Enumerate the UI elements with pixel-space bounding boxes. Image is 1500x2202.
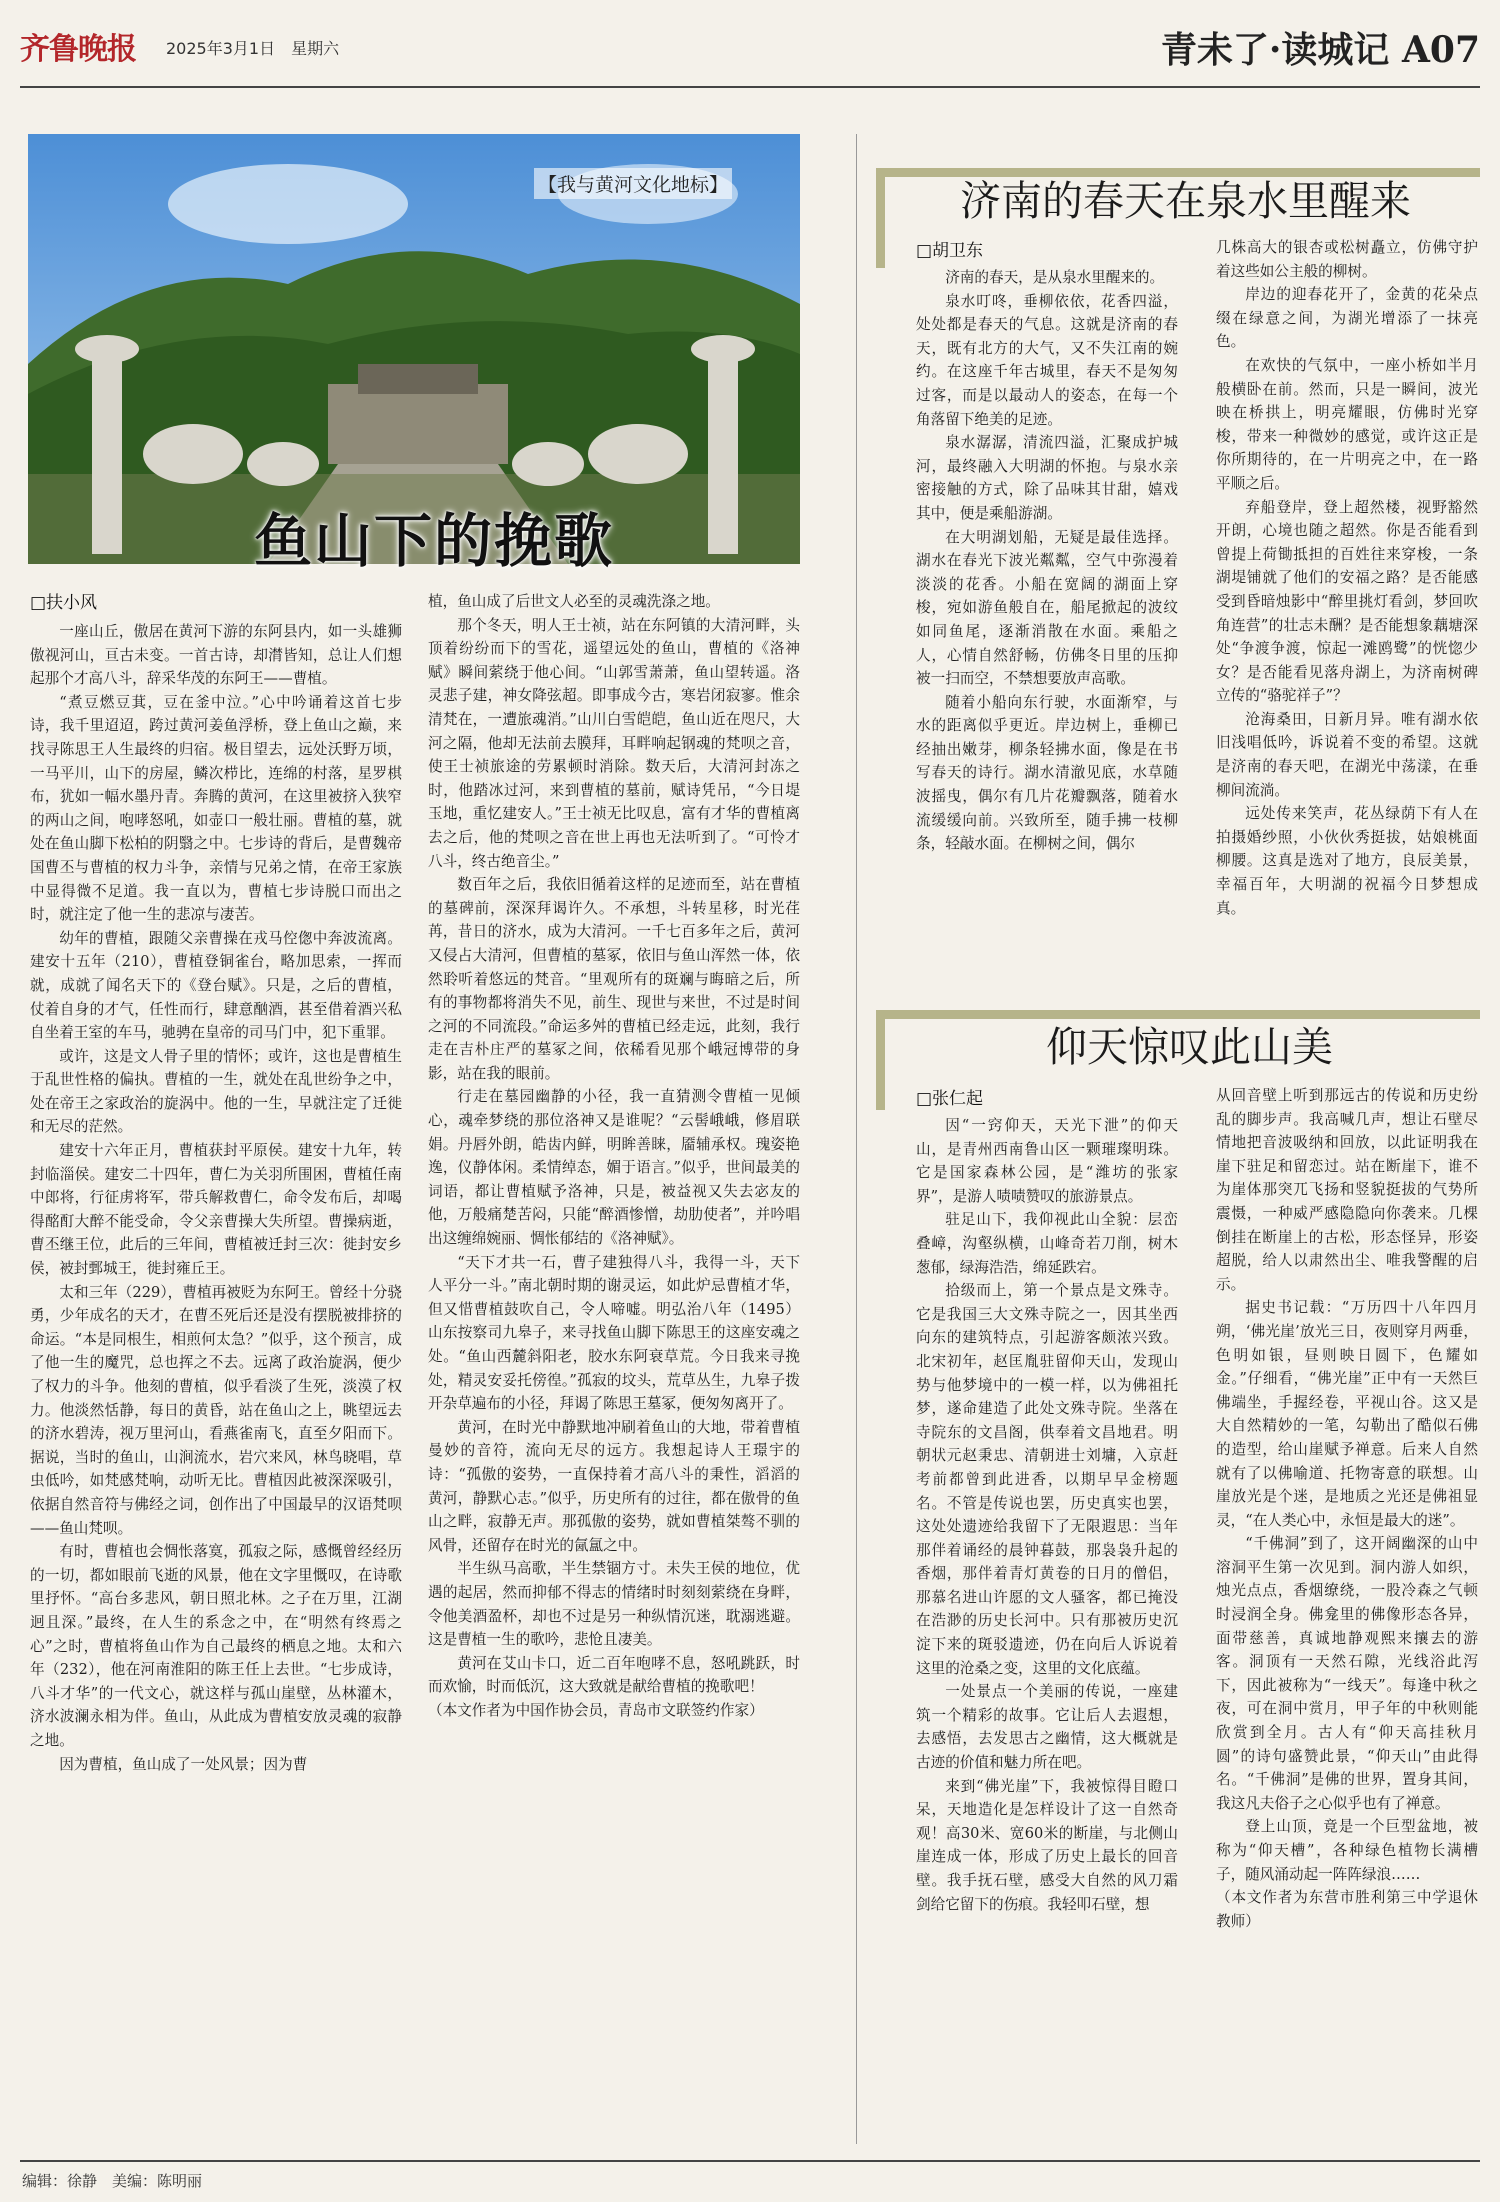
paragraph: “千佛洞”到了，这开阔幽深的山中溶洞平生第一次见到。洞内游人如织，烛光点点，香烟缭绕，一股冷森之气顿时浸润全身。佛龛里的佛像形态各异，面带慈善，真诚地静观熙来攘去的游客。洞顶有一天然石隙，光线浴此泻下，因此被称为“一线天”。每逢中秋之夜，可在洞中赏月，甲子年的中秋则能欣赏到全月。古人有“仰天高挂秋月圆”的诗句盛赞此景，“仰天山”由此得名。“千佛洞”是佛的世界，置身其间，我这凡夫俗子之心似乎也有了禅意。 xyxy=(1216,1535,1478,1812)
paragraph: 一座山丘，傲居在黄河下游的东阿县内，如一头雄狮傲视河山，亘古未变。一首古诗，却潸皆知，总让人们想起那个才高八斗，辞采华茂的东阿王——曹植。 xyxy=(30,623,402,688)
paragraph: “煮豆燃豆萁，豆在釜中泣。”心中吟诵着这首七步诗，我千里迢迢，跨过黄河姜鱼浮桥，登上鱼山之巅，来找寻陈思王人生最终的归宿。极目望去，远处沃野万顷，一马平川，山下的房屋，鳞次栉比，连绵的村落，星罗棋布，犹如一幅水墨丹青。奔腾的黄河，在这里被挤入狭窄的两山之间，咆哮怒吼，如壶口一般壮丽。曹植的墓，就处在鱼山脚下松柏的阴翳之中。七步诗的背后，是曹魏帝国曹丕与曹植的权力斗争，亲情与兄弟之情，在帝王家族中显得微不足道。我一直以为，曹植七步诗脱口而出之时，就注定了他一生的悲凉与凄苦。 xyxy=(30,693,402,924)
paragraph: 黄河在艾山卡口，近二百年咆哮不息，怒吼跳跃，时而欢愉，时而低沉，这大致就是献给曹植的挽歌吧！ xyxy=(428,1654,800,1696)
paragraph: 一处景点一个美丽的传说，一座建筑一个精彩的故事。它让后人去遐想，去感悟，去发思古之幽情，这大概就是古迹的价值和魅力所在吧。 xyxy=(916,1683,1178,1772)
paragraph: 济南的春天，是从泉水里醒来的。 xyxy=(945,269,1165,286)
mountain-article-col2 xyxy=(1216,1084,1478,2144)
paragraph: 沧海桑田，日新月异。唯有湖水依旧浅唱低吟，诉说着不变的希望。这就是济南的春天吧，在湖光中荡漾，在垂柳间流淌。 xyxy=(1216,710,1478,799)
paragraph: 或许，这是文人骨子里的情怀；或许，这也是曹植生于乱世性格的偏执。曹植的一生，就处在乱世纷争之中，处在帝王之家政治的旋涡中。他的一生，早就注定了迁徙和无尽的茫然。 xyxy=(30,1047,402,1136)
paragraph: 有时，曹植也会惆怅落寞，孤寂之际，感慨曾经经历的一切，都如眼前飞逝的风景，他在文字里慨叹，在诗歌里抒怀。“高台多悲风，朝日照北林。之子在万里，江湖迥且深。”最终，在人生的系念之中，在“明然有终焉之心”之时，曹植将鱼山作为自己最终的栖息之地。太和六年（232），他在河南淮阳的陈王任上去世。“七步成诗，八斗才华”的一代文心，就这样与孤山崖壁，丛林灌木，济水波澜永相为伴。鱼山，从此成为曹植安放灵魂的寂静之地。 xyxy=(30,1543,402,1749)
paragraph: 拾级而上，第一个景点是文殊寺。它是我国三大文殊寺院之一，因其坐西向东的建筑特点，引起游客颇浓兴致。北宋初年，赵匡胤驻留仰天山，发现山势与他梦境中的一模一样，以为佛祖托梦，遂命建造了此处文殊寺院。坐落在寺院东的文昌阁，供奉着文昌地君。明朝状元赵秉忠、清朝进士刘墉，入京赶考前都曾到此进香，以期早早金榜题名。不管是传说也罢，历史真实也罢，这处处遗迹给我留下了无限遐思：当年那伴着诵经的晨钟暮鼓，那袅袅升起的香烟，那伴着青灯黄卷的日月的僧侣，那慕名进山许愿的文人骚客，都已掩没在浩渺的历史长河中。只有那被历史沉淀下来的斑驳遗迹，仍在向后人诉说着这里的沧桑之变，这里的文化底蕴。 xyxy=(916,1282,1178,1677)
left-article-col2 xyxy=(428,590,800,2120)
paragraph: 半生纵马高歌，半生禁锢方寸。未失王侯的地位，优遇的起居，然而抑郁不得志的情绪时时刻刻萦绕在身畔，令他美酒盈杯，却也不过是另一种纵情沉迷，耽溺逃避。这是曹植一生的歌吟，悲怆且凄美。 xyxy=(428,1560,800,1649)
paragraph: 随着小船向东行驶，水面渐窄，与水的距离似乎更近。岸边树上，垂柳已经抽出嫩芽，柳条轻拂水面，像是在书写春天的诗行。湖水清澈见底，水草随波摇曳，偶尔有几片花瓣飘落，随着水流缓缓向前。兴致所至，随手拂一枝柳条，轻敲水面。在柳树之间，偶尔 xyxy=(916,693,1178,853)
paragraph: 岸边的迎春花开了，金黄的花朵点缀在绿意之间，为湖光增添了一抹亮色。 xyxy=(1216,286,1478,351)
paragraph: 黄河，在时光中静默地冲刷着鱼山的大地，带着曹植曼妙的音符，流向无尽的远方。我想起诗人王璟宇的诗：“孤傲的姿势，一直保持着才高八斗的秉性，滔滔的黄河，静默心志。”似乎，历史所有的过往，都在傲骨的鱼山之畔，寂静无声。那孤傲的姿势，就如曹植桀骜不驯的风骨，还留存在时光的氤氲之中。 xyxy=(428,1418,800,1554)
paragraph: 在大明湖划船，无疑是最佳选择。湖水在春光下波光粼粼，空气中弥漫着淡淡的花香。小船在宽阔的湖面上穿梭，宛如游鱼般自在，船尾掀起的波纹如同鱼尾，逐渐消散在水面。乘船之人，心情自然舒畅，仿佛冬日里的压抑被一扫而空，不禁想要放声高歌。 xyxy=(916,528,1178,688)
paragraph: 在欢快的气氛中，一座小桥如半月般横卧在前。然而，只是一瞬间，波光映在桥拱上，明亮耀眼，仿佛时光穿梭，带来一种微妙的感觉，或许这正是你所期待的，在一片明亮之中，在一路平顺之后。 xyxy=(1216,356,1478,492)
footer-rule xyxy=(20,2160,1480,2162)
spring-accent-vbar xyxy=(876,168,885,268)
paragraph: 驻足山下，我仰视此山全貌：层峦叠嶂，沟壑纵横，山峰奇若刀削，树木葱郁，绿海浩浩，绵延跌宕。 xyxy=(916,1211,1178,1276)
newspaper-logo: 齐鲁晚报 xyxy=(20,32,136,67)
paragraph: 从回音壁上听到那远古的传说和历史纷乱的脚步声。我高喊几声，想让石壁尽情地把音波吸纳和回放，以此证明我在崖下驻足和留恋过。站在断崖下，谁不为崖体那突兀飞扬和竖貌挺拔的气势所震慑，一种威严感隐隐向你袭来。几棵倒挂在断崖上的古松，形态怪异，形姿超脱，给人以肃然出尘、唯我警醒的启示。 xyxy=(1216,1087,1478,1293)
left-article-col1 xyxy=(30,620,402,2120)
page-header xyxy=(20,18,1480,82)
mountain-article-title: 仰天惊叹此山美 xyxy=(1046,1023,1333,1071)
paragraph: 来到“佛光崖”下，我被惊得目瞪口呆，天地造化是怎样设计了这一自然奇观！高30米、宽60米的断崖，与北侧山崖连成一体，形成了历史上最长的回音壁。我手抚石壁，感受大自然的风刀霜剑给它留下的伤痕。我轻叩石壁，想 xyxy=(916,1777,1178,1913)
paragraph: 泉水潺潺，清流四溢，汇聚成护城河，最终融入大明湖的怀抱。与泉水亲密接触的方式，除了品味其甘甜，嬉戏其中，便是乘船游湖。 xyxy=(916,434,1178,522)
author-note: （本文作者为东营市胜利第三中学退休教师） xyxy=(1216,1889,1478,1930)
header-rule xyxy=(20,86,1480,88)
author-note: （本文作者为中国作协会员，青岛市文联签约作家） xyxy=(428,1701,764,1719)
paragraph: 那个冬天，明人王士祯，站在东阿镇的大清河畔，头顶着纷纷而下的雪花，遥望远处的鱼山，曹植的《洛神赋》瞬间萦绕于他心间。“山郭雪萧萧，鱼山望转遥。洛灵悲子建，神女降弦超。即事成今古，寒岩闭寂寥。惟余清梵在，一遭旅魂消。”山川白雪皑皑，鱼山近在咫尺，大河之隔，他却无法前去膜拜，耳畔响起钢魂的梵呗之音，使王士祯旅途的劳累顿时消除。数天后，大清河封冻之时，他踏冰过河，来到曹植的墓前，赋诗凭吊，“今日堤玉地，重忆建安人。”王士祯无比叹息，富有才华的曹植离去之后，他的梵呗之音在世上再也无法听到了。“可怜才八斗，终古绝音尘。” xyxy=(428,616,800,870)
spring-article-col1 xyxy=(916,266,1178,1006)
mountain-article-col1 xyxy=(916,1114,1178,2144)
paragraph: 数百年之后，我依旧循着这样的足迹而至，站在曹植的墓碑前，深深拜谒许久。不承想，斗转星移，时光荏苒，昔日的济水，成为大清河。一千七百多年之后，黄河又侵占大清河，但曹植的墓冢，依旧与鱼山浑然一体，依然聆听着悠远的梵音。“里观所有的斑斓与晦暗之后，所有的事物都将消失不见，前生、现世与来世，不过是时间之河的不同流段。”命运多舛的曹植已经走远，此刻，我行走在吉朴庄严的墓冢之间，依稀看见那个峨冠博带的身影，站在我的眼前。 xyxy=(428,876,800,1082)
mountain-byline: □张仁起 xyxy=(916,1089,984,1109)
paragraph: 建安十六年正月，曹植获封平原侯。建安十九年，转封临淄侯。建安二十四年，曹仁为关羽所围困，曹植任南中郎将，行征虏将军，带兵解救曹仁，命令发布后，却喝得酩酊大醉不能受命，令父亲曹操大失所望。曹操病逝，曹丕继王位，此后的三年间，曹植被迁封三次：徙封安乡侯，被封鄄城王，徙封雍丘王。 xyxy=(30,1142,402,1278)
issue-date xyxy=(166,36,339,59)
left-article-title: 鱼山下的挽歌 xyxy=(254,507,615,575)
spring-article-title: 济南的春天在泉水里醒来 xyxy=(960,177,1411,225)
paragraph: 几株高大的银杏或松树矗立，仿佛守护着这些如公主般的柳树。 xyxy=(1216,239,1478,280)
paragraph: 因为曹植，鱼山成了一处风景；因为曹 xyxy=(59,1755,308,1773)
weekday-text: 星期六 xyxy=(291,39,340,58)
column-separator xyxy=(856,134,857,2144)
paragraph: 远处传来笑声，花丛绿荫下有人在拍摄婚纱照，小伙伙秀挺拔，姑娘桃面柳腰。这真是选对了地方，良辰美景，幸福百年，大明湖的祝福今日梦想成真。 xyxy=(1216,805,1478,917)
mountain-accent-vbar xyxy=(876,1010,885,1110)
paragraph: 行走在墓园幽静的小径，我一直猜测令曹植一见倾心，魂牵梦绕的那位洛神又是谁呢？“云髻峨峨，修眉联娟。丹唇外朗，皓齿内鲜，明眸善睐，靥辅承权。瑰姿艳逸，仪静体闲。柔情绰态，媚于语言。”似乎，世间最美的词语，都让曹植赋予洛神，只是，被益视又失去宓友的他，万般痛楚苦闷，只能“醉酒惨憎，劫肋使者”，并吟唱出这缠绵婉丽、惆怅郁结的《洛神赋》。 xyxy=(428,1088,800,1248)
paragraph: 泉水叮咚，垂柳依依，花香四溢，处处都是春天的气息。这就是济南的春天，既有北方的大气，又不失江南的婉约。在这座千年古城里，春天不是匆匆过客，而是以最动人的姿态，在每一个角落留下绝美的足迹。 xyxy=(916,292,1178,428)
paragraph: 植，鱼山成了后世文人必至的灵魂洗涤之地。 xyxy=(428,593,720,610)
editor-credit: 编辑：徐静 美编：陈明丽 xyxy=(22,2172,203,2190)
paragraph: 幼年的曹植，跟随父亲曹操在戎马倥偬中奔波流离。建安十五年（210），曹植登铜雀台，略加思索，一挥而就，成就了闻名天下的《登台赋》。只是，之后的曹植，仗着自身的才气，任性而行，肆意酗酒，甚至借着酒兴私自坐着王室的车马，驰骋在皇帝的司马门中，犯下重罪。 xyxy=(30,929,402,1042)
paragraph: 太和三年（229），曹植再被贬为东阿王。曾经十分骁勇，少年成名的天才，在曹丕死后还是没有摆脱被排挤的命运。“本是同根生，相煎何太急？”似乎，这个预言，成了他一生的魔咒，总也挥之不去。远离了政治旋涡，便少了权力的斗争。他刻的曹植，似乎看淡了生死，淡漠了权力。他淡然恬静，每日的黄昏，站在鱼山之上，眺望远去的济水碧涛，视万里河山，看燕雀南飞，直至夕阳而下。据说，当时的鱼山，山涧流水，岩穴来风，林鸟晓唱，草虫低吟，如梵感梵响，动听无比。曹植因此被深深吸引，依据自然音符与佛经之词，创作出了中国最早的汉语梵呗——鱼山梵呗。 xyxy=(30,1283,402,1537)
paragraph: 登上山顶，竟是一个巨型盆地，被称为“仰天槽”，各种绿色植物长满槽子，随风涌动起一阵阵绿浪…… xyxy=(1216,1818,1478,1883)
paragraph: “天下才共一石，曹子建独得八斗，我得一斗，天下人平分一斗。”南北朝时期的谢灵运，如此炉忌曹植才华，但又惜曹植鼓吹自己，令人啼嘘。明弘治八年（1495）山东按察司九皋子，来寻找鱼山脚下陈思王的这座安魂之处。“鱼山西麓斜阳老，胶水东阿衰草荒。今日我来寻挽处，精灵安妥托傍徨。”孤寂的坟头，荒草丛生，九皋子拨开杂草遍布的小径，拜谒了陈思王墓冢，便匆匆离开了。 xyxy=(428,1253,800,1413)
paragraph: 据史书记载：“万历四十八年四月朔，‘佛光崖’放光三日，夜则穿月两垂，色明如银，昼则映日圆下，色耀如金。”仔细看，“佛光崖”正中有一天然巨佛端坐，手握经卷，平视山谷。这又是大自然精妙的一笔，勾勒出了酷似石佛的造型，给山崖赋予禅意。后来人自然就有了以佛喻道、托物寄意的联想。山崖放光是个迷，是地质之光还是佛祖显灵，“在人类心中，永恒是最大的迷”。 xyxy=(1216,1299,1478,1529)
section-title: 青未了·读城记 A07 xyxy=(1160,29,1480,71)
date-text: 2025年3月1日 xyxy=(166,39,276,58)
column-tag: 【我与黄河文化地标】 xyxy=(534,168,732,199)
paragraph: 弃船登岸，登上超然楼，视野豁然开朗，心境也随之超然。你是否能看到曾提上荷锄抵担的百姓往来穿梭，一条湖堤铺就了他们的安福之路？是否能感受到昏暗烛影中“醉里挑灯看剑，梦回吹角连营”的壮志未酬？是否能想象藕塘深处“争渡争渡，惊起一滩鸥鹭”的恍惚少女？是否能看见落舟湖上，为济南树碑立传的“骆驼祥子”？ xyxy=(1216,498,1478,705)
spring-article-col2 xyxy=(1216,236,1478,1006)
left-byline: □扶小风 xyxy=(30,593,98,613)
paragraph: 因“一窍仰天，天光下泄”的仰天山，是青州西南鲁山区一颗璀璨明珠。它是国家森林公园，是“潍坊的张家界”，是游人啧啧赞叹的旅游景点。 xyxy=(916,1117,1178,1205)
spring-byline: □胡卫东 xyxy=(916,241,984,261)
